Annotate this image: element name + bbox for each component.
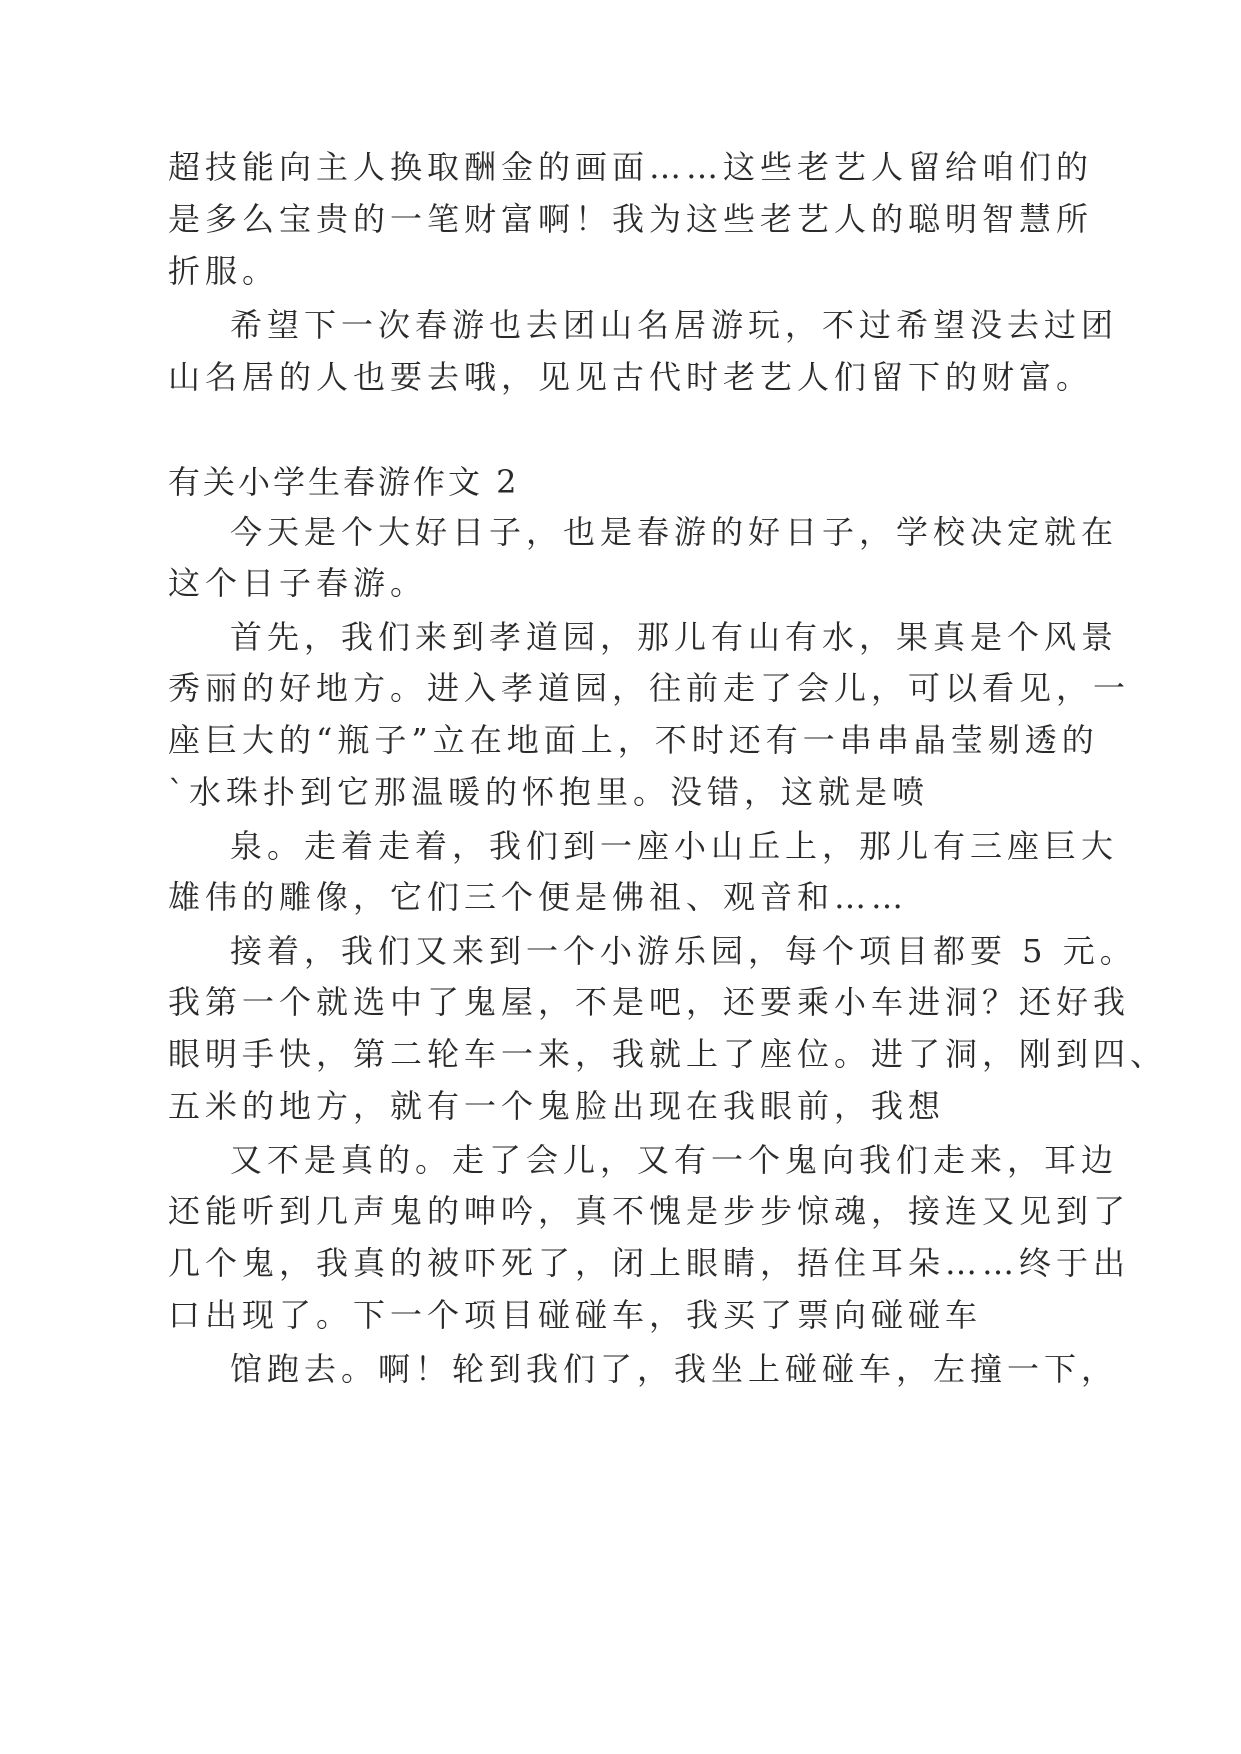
paragraph-first-line: 首先，我们来到孝道园，那儿有山有水，果真是个风景 — [230, 618, 1119, 656]
paragraph-first-line: 又不是真的。走了会儿，又有一个鬼向我们走来，耳边 — [230, 1141, 1119, 1179]
text-line: 是多么宝贵的一笔财富啊！我为这些老艺人的聪明智慧所 — [168, 200, 1094, 238]
text-line: 超技能向主人换取酬金的画面……这些老艺人留给咱们的 — [168, 148, 1094, 186]
paragraph-first-line: 泉。走着走着，我们到一座小山丘上，那儿有三座巨大 — [230, 827, 1119, 865]
paragraph-first-line: 馆跑去。啊！轮到我们了，我坐上碰碰车，左撞一下， — [230, 1350, 1119, 1388]
text-line: `水珠扑到它那温暖的怀抱里。没错，这就是喷 — [168, 773, 930, 811]
text-line: 雄伟的雕像，它们三个便是佛祖、观音和…… — [168, 878, 909, 916]
text-line: 这个日子春游。 — [168, 564, 428, 602]
text-line: 我第一个就选中了鬼屋，不是吧，还要乘小车进洞？还好我 — [168, 983, 1131, 1021]
text-line: 口出现了。下一个项目碰碰车，我买了票向碰碰车 — [168, 1296, 983, 1334]
text-line: 座巨大的“瓶子”立在地面上，不时还有一串串晶莹剔透的 — [168, 721, 1099, 759]
text-line: 眼明手快，第二轮车一来，我就上了座位。进了洞，刚到四、 — [168, 1035, 1168, 1073]
text-line: 秀丽的好地方。进入孝道园，往前走了会儿，可以看见，一 — [168, 669, 1131, 707]
text-line: 还能听到几声鬼的呻吟，真不愧是步步惊魂，接连又见到了 — [168, 1192, 1131, 1230]
section-heading: 有关小学生春游作文 2 — [168, 463, 520, 501]
text-line: 山名居的人也要去哦，见见古代时老艺人们留下的财富。 — [168, 358, 1094, 396]
paragraph-first-line: 希望下一次春游也去团山名居游玩，不过希望没去过团 — [230, 306, 1119, 344]
text-line: 折服。 — [168, 252, 280, 290]
paragraph-first-line: 接着，我们又来到一个小游乐园，每个项目都要 5 元。 — [230, 932, 1137, 970]
text-line: 几个鬼，我真的被吓死了，闭上眼睛，捂住耳朵……终于出 — [168, 1244, 1131, 1282]
text-line: 五米的地方，就有一个鬼脸出现在我眼前，我想 — [168, 1087, 946, 1125]
paragraph-first-line: 今天是个大好日子，也是春游的好日子，学校决定就在 — [230, 513, 1119, 551]
